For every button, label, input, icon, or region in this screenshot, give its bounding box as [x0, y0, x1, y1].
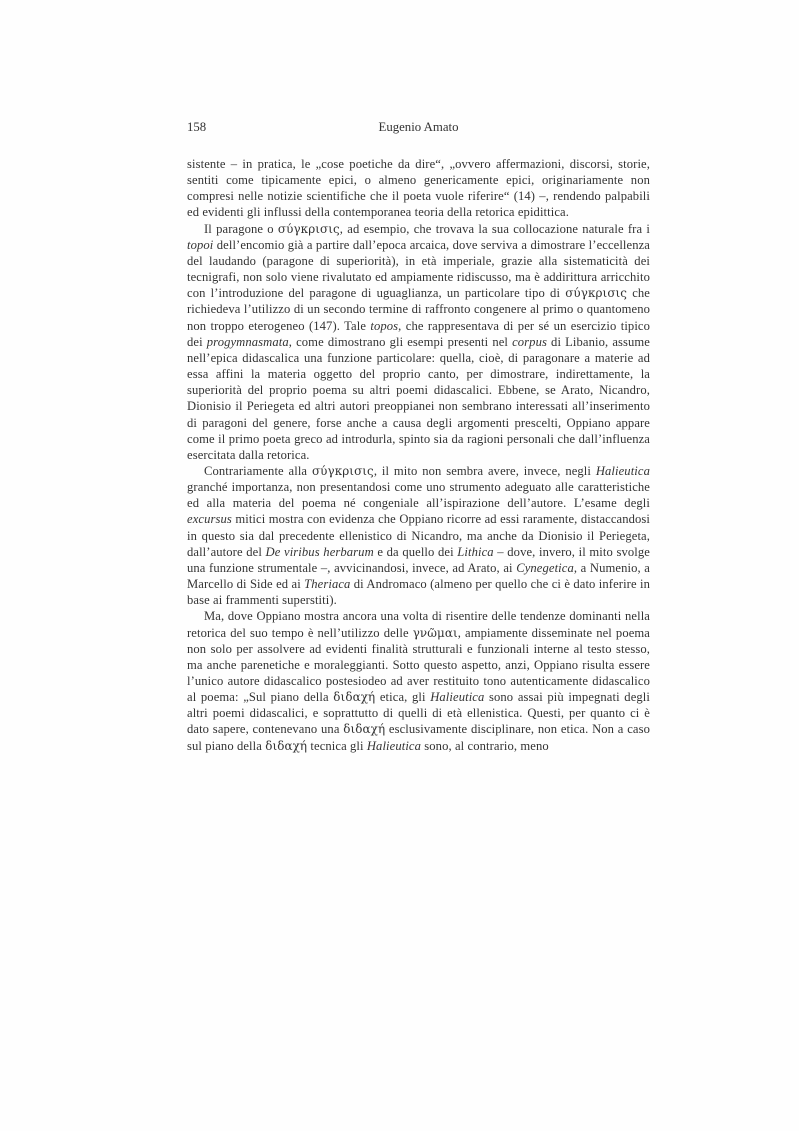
italic-text-segment: De viribus herbarum: [265, 544, 374, 559]
italic-text-segment: excursus: [187, 512, 232, 527]
greek-text-segment: διδαχή: [333, 690, 376, 705]
text-segment: che richiedeva l’utilizzo di un secondo termine di raffronto congenere al primo o quantomeno non troppo eterogeneo (147). Tale: [187, 286, 650, 333]
text-segment: sono assai più impegnati degli altri poemi didascalici, e soprattutto di quelli di età ellenistica. Questi, per quanto ci è dato sapere, contenevano una: [187, 690, 650, 737]
italic-text-segment: Cynegetica: [516, 560, 574, 575]
text-segment: , ampiamente disseminate nel poema non solo per assolvere ad evidenti finalità strutturali e funzionali interne al testo stesso, ma anche parenetiche e moraleggianti. Sotto questo aspetto, anzi, Oppiano risulta essere l’unico autore didascalico postesiodeo ad aver restituito tono autenticamente didascalico al poema: „Sul piano della: [187, 625, 650, 705]
paragraph: [187, 221, 650, 463]
italic-text-segment: Lithica: [457, 544, 494, 559]
text-segment: tecnica gli: [307, 738, 367, 753]
greek-text-segment: σύγκρισις: [311, 463, 374, 478]
text-segment: di Andromaco (almeno per quello che ci è dato inferire in base ai frammenti superstiti).: [187, 577, 650, 608]
italic-text-segment: topoi: [187, 237, 214, 252]
text-segment: , il mito non sembra avere, invece, negli: [373, 463, 596, 478]
italic-text-segment: topos: [370, 318, 399, 333]
text-segment: granché importanza, non presentandosi come uno strumento adeguato alle caratteristiche ed alla materia del poema né congeniale all’ispirazione dell’autore. L’esame degli: [187, 480, 650, 511]
greek-text-segment: σύγκρισις: [565, 286, 628, 301]
greek-text-segment: διδαχή: [343, 722, 386, 737]
text-segment: sono, al contrario, meno: [421, 738, 549, 753]
greek-text-segment: διδαχή: [265, 738, 308, 753]
text-segment: mitici mostra con evidenza che Oppiano ricorre ad essi raramente, distaccandosi in questo sia dal precedente ellenistico di Nicandro, ma anche da Dionisio il Periegeta, dall’autore del: [187, 512, 650, 559]
greek-text-segment: γνῶμαι: [412, 625, 458, 640]
italic-text-segment: corpus: [512, 334, 547, 349]
text-segment: , a Numenio, a Marcello di Side ed ai: [187, 560, 650, 592]
greek-text-segment: σύγκρισις: [277, 221, 340, 236]
body-text-block: [187, 156, 650, 754]
text-segment: Ma, dove Oppiano mostra ancora una volta di risentire delle tendenze dominanti nella retorica del suo tempo è nell’utilizzo delle: [187, 609, 650, 640]
text-segment: , ad esempio, che trovava la sua collocazione naturale fra i: [339, 221, 650, 236]
italic-text-segment: Theriaca: [304, 577, 351, 592]
page-number: 158: [187, 120, 207, 134]
text-segment: , come dimostrano gli esempi presenti nel: [288, 334, 513, 349]
paragraph: [187, 608, 650, 753]
text-segment: esclusivamente disciplinare, non etica. Non a caso sul piano della: [187, 722, 650, 753]
italic-text-segment: Halieutica: [430, 690, 485, 705]
text-segment: sistente – in pratica, le „cose poetiche da dire“, „ovvero affermazioni, discorsi, storie, sentiti come tipicamente epici, o almeno genericamente epici, originariamente non compresi nelle notizie scientifiche che il poeta vuole riferire“ (14) –, rendendo palpabili ed evidenti gli influssi della contemporanea teoria della retorica epidittica.: [187, 157, 650, 220]
italic-text-segment: Halieutica: [595, 463, 650, 478]
text-segment: dell’encomio già a partire dall’epoca arcaica, dove serviva a dimostrare l’eccellenza del laudando (paragone di superiorità), in età imperiale, grazie alla sistematicità dei tecnigrafi, non solo viene rivalutato ed ampiamente ridiscusso, ma è addirittura arricchito con l’introduzione del paragone di uguaglianza, un particolare tipo di: [187, 237, 650, 301]
running-header: [187, 119, 650, 136]
text-segment: etica, gli: [375, 690, 431, 705]
paragraph: [187, 156, 650, 221]
text-segment: e da quello dei: [373, 544, 458, 559]
text-segment: – dove, invero, il mito svolge una funzione strumentale –, avvicinandosi, invece, ad Arato, ai: [187, 544, 650, 575]
text-segment: Il paragone o: [204, 221, 278, 236]
running-title: Eugenio Amato: [378, 120, 459, 134]
text-segment: di Libanio, assume nell’epica didascalica una funzione particolare: quella, cioè, di paragonare a materie ad essa affini la materia oggetto del proprio canto, per dimostrare, indirettamente, la superiorità del proprio poema su altri poemi didascalici. Ebbene, se Arato, Nicandro, Dionisio il Periegeta ed altri autori preoppianei non sembrano interessati all’inserimento di paragoni del genere, forse anche a causa degli argomenti prescelti, Oppiano appare come il primo poeta greco ad introdurla, spinto sia da ragioni personali che dall’influenza esercitata dalla retorica.: [187, 334, 650, 462]
text-segment: , che rappresentava di per sé un esercizio tipico dei: [187, 318, 650, 349]
italic-text-segment: Halieutica: [366, 738, 422, 753]
text-segment: Contrariamente alla: [204, 463, 312, 478]
paragraph: [187, 463, 650, 608]
italic-text-segment: progymnasmata: [206, 334, 289, 349]
